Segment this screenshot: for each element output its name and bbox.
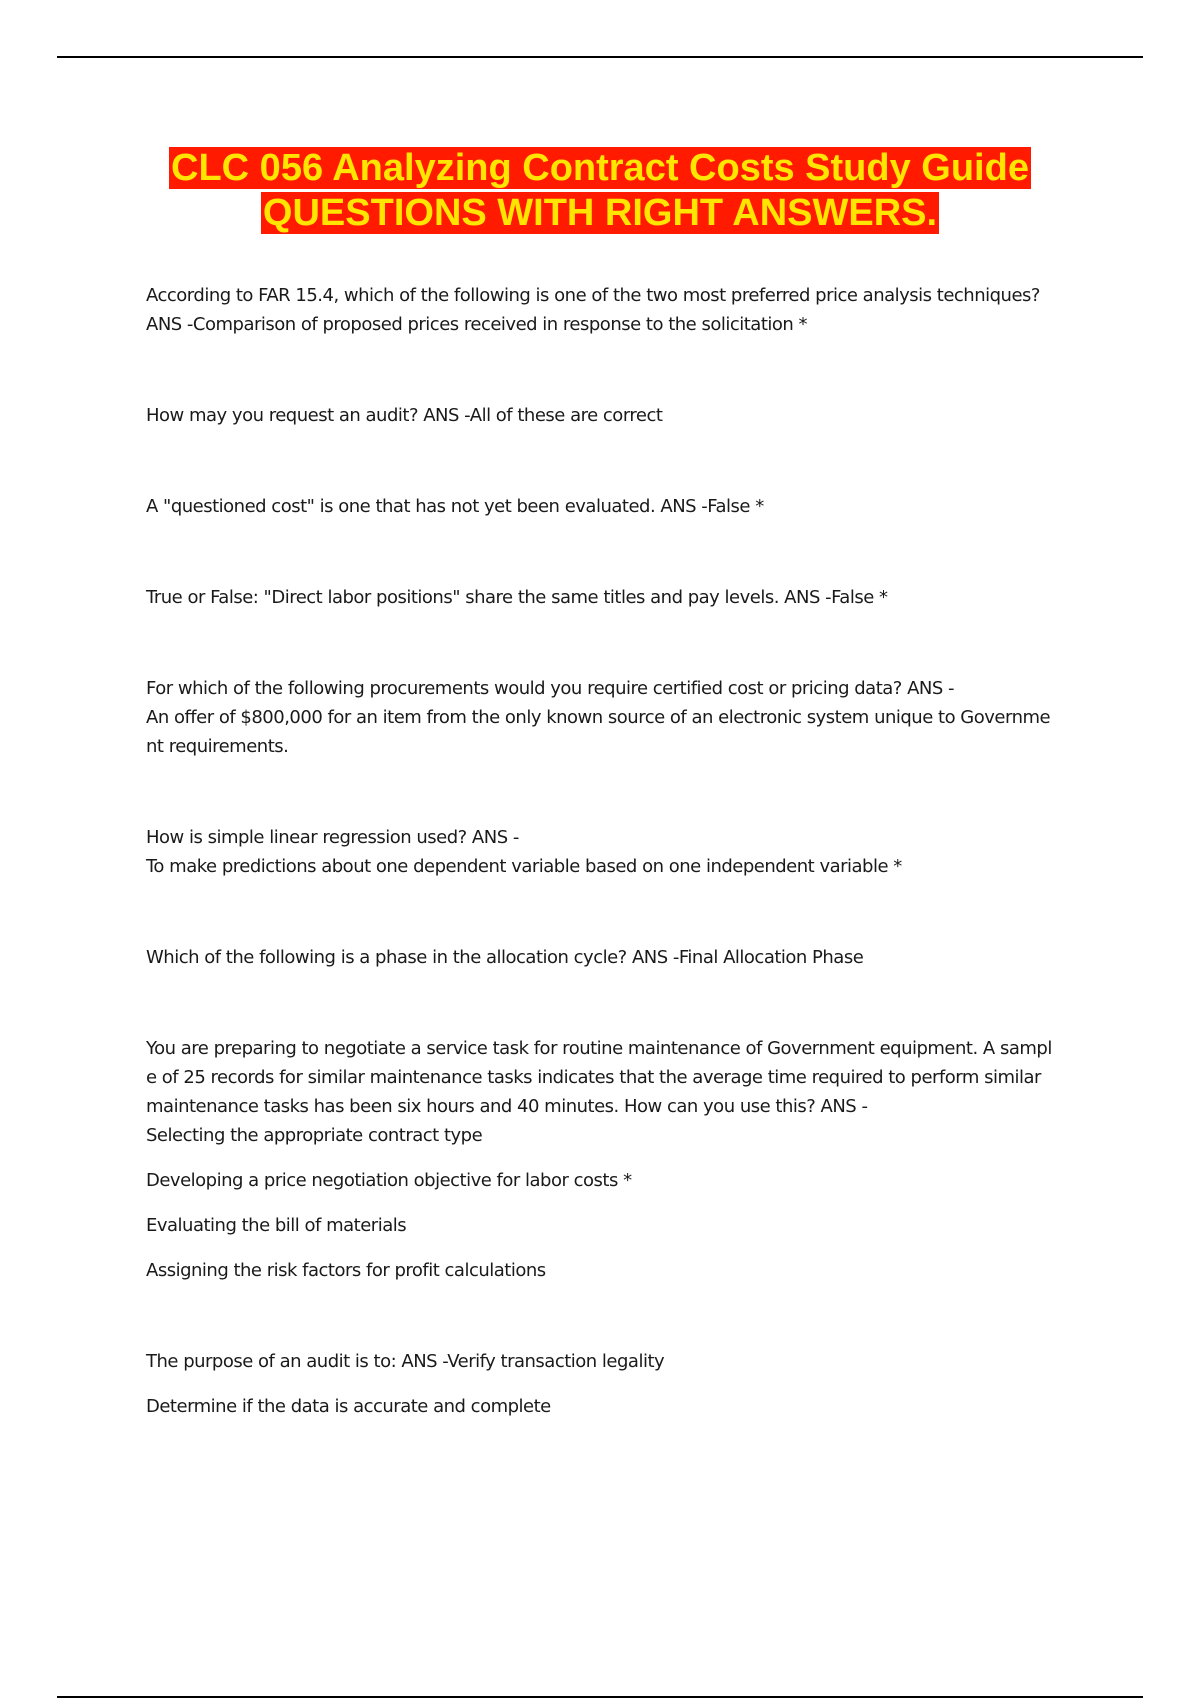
title-line-2: QUESTIONS WITH RIGHT ANSWERS. (262, 192, 938, 234)
bottom-rule (57, 1696, 1143, 1698)
item-spacer (146, 881, 1086, 943)
qa-line: To make predictions about one dependent variable based on one independent variable * (146, 856, 902, 877)
qa-line: According to FAR 15.4, which of the following is one of the two most preferred price analysis techniques? (146, 285, 1040, 306)
qa-line: An offer of $800,000 for an item from the only known source of an electronic system unique to Governme (146, 707, 1051, 728)
answer-option: Developing a price negotiation objective for labor costs * (146, 1170, 632, 1191)
qa-line: For which of the following procurements would you require certified cost or pricing data? ANS - (146, 678, 954, 699)
qa-line: ANS -Comparison of proposed prices received in response to the solicitation * (146, 314, 808, 335)
qa-item (146, 583, 1086, 612)
qa-line: Selecting the appropriate contract type (146, 1125, 483, 1146)
top-rule (57, 56, 1143, 58)
answer-option: Assigning the risk factors for profit calculations (146, 1260, 546, 1281)
answer-option: Determine if the data is accurate and complete (146, 1396, 551, 1417)
item-spacer (146, 430, 1086, 492)
qa-item (146, 823, 1086, 881)
qa-item (146, 401, 1086, 430)
qa-line: nt requirements. (146, 736, 289, 757)
title-line-1: CLC 056 Analyzing Contract Costs Study Guide (171, 147, 1029, 189)
qa-line: The purpose of an audit is to: ANS -Verify transaction legality (146, 1351, 665, 1372)
qa-line: e of 25 records for similar maintenance tasks indicates that the average time required to perform similar (146, 1067, 1041, 1088)
qa-line: A "questioned cost" is one that has not yet been evaluated. ANS -False * (146, 496, 764, 517)
qa-line: True or False: "Direct labor positions" share the same titles and pay levels. ANS -False * (146, 587, 888, 608)
qa-line: How is simple linear regression used? ANS - (146, 827, 519, 848)
qa-line: Which of the following is a phase in the allocation cycle? ANS -Final Allocation Phase (146, 947, 864, 968)
qa-line: maintenance tasks has been six hours and 40 minutes. How can you use this? ANS - (146, 1096, 868, 1117)
item-spacer (146, 972, 1086, 1034)
item-spacer (146, 521, 1086, 583)
qa-list (146, 281, 1086, 1421)
qa-line: How may you request an audit? ANS -All of these are correct (146, 405, 663, 426)
item-spacer (146, 339, 1086, 401)
qa-item (146, 281, 1086, 339)
document-title (0, 146, 1200, 236)
qa-line: You are preparing to negotiate a service task for routine maintenance of Government equipment. A sampl (146, 1038, 1052, 1059)
answer-option: Evaluating the bill of materials (146, 1215, 407, 1236)
item-spacer (146, 1285, 1086, 1347)
qa-item (146, 492, 1086, 521)
item-spacer (146, 761, 1086, 823)
qa-item (146, 1034, 1086, 1285)
item-spacer (146, 612, 1086, 674)
qa-item (146, 943, 1086, 972)
qa-item (146, 674, 1086, 761)
qa-item (146, 1347, 1086, 1421)
